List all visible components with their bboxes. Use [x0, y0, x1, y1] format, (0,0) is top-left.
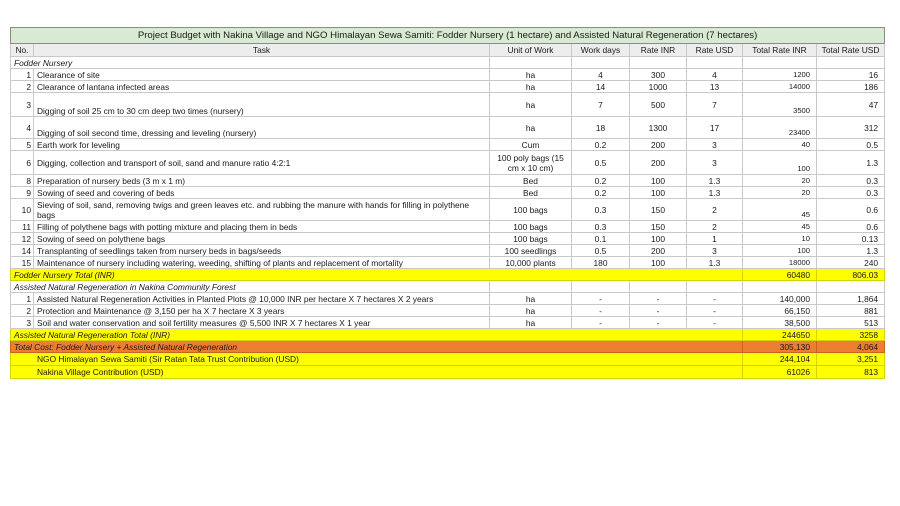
row-task: Maintenance of nursery including watering, weeding, shifting of plants and replacement of mortality	[34, 257, 490, 269]
contribution-inr: 61026	[743, 366, 817, 379]
row-work-days: 4	[572, 69, 630, 81]
row-total-inr: 23400	[743, 117, 817, 139]
row-rate-inr: 300	[630, 69, 687, 81]
row-rate-usd: 13	[687, 81, 743, 93]
row-rate-usd: 4	[687, 69, 743, 81]
row-number: 3	[11, 317, 34, 329]
row-number: 3	[11, 93, 34, 117]
row-unit: 100 poly bags (15 cm x 10 cm)	[490, 151, 572, 175]
row-number: 5	[11, 139, 34, 151]
row-task: Protection and Maintenance @ 3,150 per ha X 7 hectare X 3 years	[34, 305, 490, 317]
header-no: No.	[11, 44, 34, 57]
empty-cell	[630, 281, 687, 293]
row-rate-usd: 1	[687, 233, 743, 245]
table-row	[11, 317, 885, 329]
row-work-days: 0.3	[572, 221, 630, 233]
row-total-inr: 45	[743, 221, 817, 233]
row-work-days: 180	[572, 257, 630, 269]
total-inr: 60480	[743, 269, 817, 281]
row-total-inr: 38,500	[743, 317, 817, 329]
row-total-usd: 0.6	[817, 221, 885, 233]
row-total-inr: 140,000	[743, 293, 817, 305]
table-row	[11, 151, 885, 175]
row-total-inr: 18000	[743, 257, 817, 269]
row-number: 4	[11, 117, 34, 139]
row-number: 1	[11, 69, 34, 81]
row-number: 11	[11, 221, 34, 233]
row-rate-inr: 200	[630, 139, 687, 151]
row-work-days: 0.5	[572, 245, 630, 257]
row-rate-inr: 200	[630, 151, 687, 175]
contribution-label: Nakina Village Contribution (USD)	[11, 366, 743, 379]
row-unit: 10,000 plants	[490, 257, 572, 269]
row-total-inr: 20	[743, 187, 817, 199]
row-total-usd: 1.3	[817, 151, 885, 175]
row-rate-usd: 2	[687, 199, 743, 221]
table-row	[11, 175, 885, 187]
anr-total-row	[11, 329, 885, 341]
row-unit: ha	[490, 317, 572, 329]
row-task: Digging of soil second time, dressing and leveling (nursery)	[34, 117, 490, 139]
row-number: 2	[11, 305, 34, 317]
row-number: 2	[11, 81, 34, 93]
empty-cell	[817, 281, 885, 293]
row-total-inr: 20	[743, 175, 817, 187]
section-anr	[11, 281, 885, 293]
row-total-usd: 881	[817, 305, 885, 317]
row-number: 10	[11, 199, 34, 221]
total-usd: 3258	[817, 329, 885, 341]
row-task: Filling of polythene bags with potting mixture and placing them in beds	[34, 221, 490, 233]
budget-table	[10, 27, 885, 379]
row-unit: ha	[490, 69, 572, 81]
budget-sheet	[10, 27, 884, 379]
row-work-days: -	[572, 317, 630, 329]
row-rate-inr: 100	[630, 175, 687, 187]
row-work-days: 0.1	[572, 233, 630, 245]
grand-total-inr: 305,130	[743, 341, 817, 353]
header-total-usd: Total Rate USD	[817, 44, 885, 57]
empty-cell	[743, 281, 817, 293]
contribution-inr: 244,104	[743, 353, 817, 366]
row-total-inr: 45	[743, 199, 817, 221]
table-row	[11, 233, 885, 245]
row-task: Sieving of soil, sand, removing twigs and green leaves etc. and rubbing the manure with hands for filling in polythene bags	[34, 199, 490, 221]
row-rate-usd: 1.3	[687, 257, 743, 269]
row-rate-inr: 150	[630, 199, 687, 221]
row-total-inr: 100	[743, 151, 817, 175]
row-number: 14	[11, 245, 34, 257]
row-rate-usd: 2	[687, 221, 743, 233]
row-total-usd: 186	[817, 81, 885, 93]
row-task: Earth work for leveling	[34, 139, 490, 151]
total-usd: 806.03	[817, 269, 885, 281]
row-rate-inr: -	[630, 293, 687, 305]
row-rate-inr: -	[630, 317, 687, 329]
table-row	[11, 245, 885, 257]
table-row	[11, 199, 885, 221]
row-total-usd: 0.3	[817, 175, 885, 187]
row-rate-usd: 3	[687, 245, 743, 257]
row-unit: Bed	[490, 187, 572, 199]
row-rate-inr: 1000	[630, 81, 687, 93]
row-unit: ha	[490, 293, 572, 305]
row-total-inr: 1200	[743, 69, 817, 81]
row-number: 9	[11, 187, 34, 199]
row-total-usd: 0.5	[817, 139, 885, 151]
row-unit: ha	[490, 305, 572, 317]
row-total-inr: 14000	[743, 81, 817, 93]
table-row	[11, 139, 885, 151]
row-task: Preparation of nursery beds (3 m x 1 m)	[34, 175, 490, 187]
table-row	[11, 81, 885, 93]
row-total-inr: 40	[743, 139, 817, 151]
row-total-usd: 0.3	[817, 187, 885, 199]
contribution-usd: 3,251	[817, 353, 885, 366]
row-number: 8	[11, 175, 34, 187]
row-rate-usd: 1.3	[687, 187, 743, 199]
row-unit: 100 seedlings	[490, 245, 572, 257]
row-total-usd: 1.3	[817, 245, 885, 257]
total-label: Fodder Nursery Total (INR)	[11, 269, 743, 281]
row-rate-inr: 100	[630, 233, 687, 245]
table-row	[11, 187, 885, 199]
row-total-usd: 0.6	[817, 199, 885, 221]
row-work-days: 0.2	[572, 187, 630, 199]
row-work-days: 0.2	[572, 175, 630, 187]
table-row	[11, 221, 885, 233]
table-row	[11, 257, 885, 269]
row-rate-usd: -	[687, 293, 743, 305]
row-rate-usd: -	[687, 305, 743, 317]
row-total-usd: 513	[817, 317, 885, 329]
row-rate-usd: 17	[687, 117, 743, 139]
row-unit: 100 bags	[490, 221, 572, 233]
nursery-total-row	[11, 269, 885, 281]
row-rate-inr: 200	[630, 245, 687, 257]
empty-cell	[687, 281, 743, 293]
grand-total-usd: 4,064	[817, 341, 885, 353]
total-inr: 244650	[743, 329, 817, 341]
row-number: 15	[11, 257, 34, 269]
header-rate-usd: Rate USD	[687, 44, 743, 57]
table-row	[11, 93, 885, 117]
table-row	[11, 293, 885, 305]
row-rate-inr: 150	[630, 221, 687, 233]
title-row	[11, 28, 885, 44]
row-unit: 100 bags	[490, 233, 572, 245]
row-total-usd: 47	[817, 93, 885, 117]
row-unit: Cum	[490, 139, 572, 151]
empty-cell	[572, 281, 630, 293]
empty-cell	[490, 281, 572, 293]
row-total-usd: 312	[817, 117, 885, 139]
row-work-days: -	[572, 293, 630, 305]
row-task: Assisted Natural Regeneration Activities in Planted Plots @ 10,000 INR per hectare X 7 hectares X 2 years	[34, 293, 490, 305]
table-row	[11, 305, 885, 317]
row-rate-usd: -	[687, 317, 743, 329]
contribution-row	[11, 366, 885, 379]
row-unit: ha	[490, 117, 572, 139]
row-task: Soil and water conservation and soil fertility measures @ 5,500 INR X 7 hectares X 1 year	[34, 317, 490, 329]
row-work-days: 14	[572, 81, 630, 93]
row-rate-inr: 1300	[630, 117, 687, 139]
row-work-days: 0.2	[572, 139, 630, 151]
row-unit: Bed	[490, 175, 572, 187]
row-total-usd: 240	[817, 257, 885, 269]
contribution-row	[11, 353, 885, 366]
row-rate-inr: -	[630, 305, 687, 317]
row-total-inr: 10	[743, 233, 817, 245]
table-row	[11, 69, 885, 81]
row-rate-inr: 500	[630, 93, 687, 117]
contribution-usd: 813	[817, 366, 885, 379]
row-task: Sowing of seed and covering of beds	[34, 187, 490, 199]
row-total-inr: 100	[743, 245, 817, 257]
row-task: Sowing of seed on polythene bags	[34, 233, 490, 245]
row-total-usd: 16	[817, 69, 885, 81]
row-number: 6	[11, 151, 34, 175]
row-task: Digging of soil 25 cm to 30 cm deep two times (nursery)	[34, 93, 490, 117]
contribution-label: NGO Himalayan Sewa Samiti (Sir Ratan Tata Trust Contribution (USD)	[11, 353, 743, 366]
grand-total-label: Total Cost: Fodder Nursery + Assisted Natural Regeneration	[11, 341, 743, 353]
header-total-inr: Total Rate INR	[743, 44, 817, 57]
row-rate-usd: 3	[687, 139, 743, 151]
header-rate-inr: Rate INR	[630, 44, 687, 57]
row-unit: ha	[490, 93, 572, 117]
row-task: Transplanting of seedlings taken from nursery beds in bags/seeds	[34, 245, 490, 257]
table-row	[11, 117, 885, 139]
row-number: 12	[11, 233, 34, 245]
row-work-days: -	[572, 305, 630, 317]
row-total-inr: 3500	[743, 93, 817, 117]
section-label: Fodder Nursery	[11, 57, 490, 69]
row-rate-usd: 7	[687, 93, 743, 117]
row-work-days: 7	[572, 93, 630, 117]
row-unit: 100 bags	[490, 199, 572, 221]
row-work-days: 18	[572, 117, 630, 139]
row-unit: ha	[490, 81, 572, 93]
row-total-usd: 1,864	[817, 293, 885, 305]
page-title: Project Budget with Nakina Village and NGO Himalayan Sewa Samiti: Fodder Nursery (1 hectare) and Assisted Natural Regeneration (7 hectares)	[11, 28, 885, 44]
row-number: 1	[11, 293, 34, 305]
row-rate-inr: 100	[630, 187, 687, 199]
row-task: Clearance of lantana infected areas	[34, 81, 490, 93]
header-row	[11, 44, 885, 57]
row-task: Clearance of site	[34, 69, 490, 81]
section-fodder-nursery	[11, 57, 885, 69]
row-work-days: 0.3	[572, 199, 630, 221]
row-total-inr: 66,150	[743, 305, 817, 317]
header-work-days: Work days	[572, 44, 630, 57]
row-rate-inr: 100	[630, 257, 687, 269]
section-label: Assisted Natural Regeneration in Nakina Community Forest	[11, 281, 490, 293]
row-rate-usd: 3	[687, 151, 743, 175]
total-label: Assisted Natural Regeneration Total (INR)	[11, 329, 743, 341]
header-unit: Unit of Work	[490, 44, 572, 57]
grand-total-row	[11, 341, 885, 353]
header-task: Task	[34, 44, 490, 57]
row-rate-usd: 1.3	[687, 175, 743, 187]
row-task: Digging, collection and transport of soil, sand and manure ratio 4:2:1	[34, 151, 490, 175]
row-total-usd: 0.13	[817, 233, 885, 245]
row-work-days: 0.5	[572, 151, 630, 175]
